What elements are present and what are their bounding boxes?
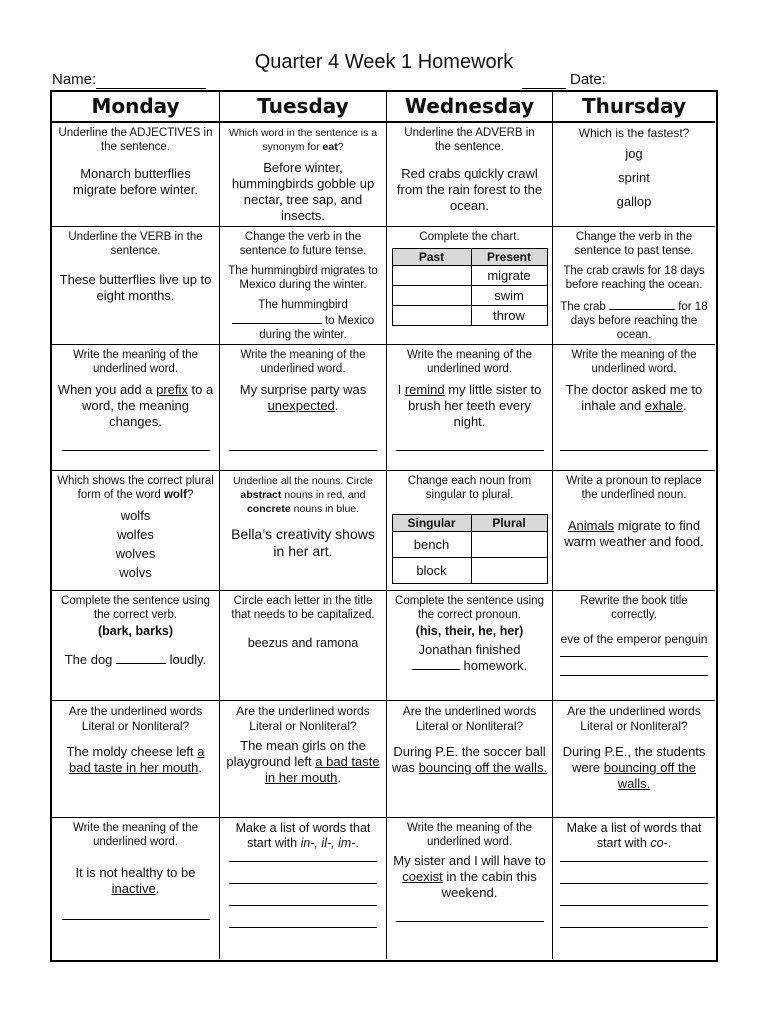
sentence-text: My sister and I will have to [393,853,546,868]
instruction: Which is the fastest? [578,126,690,140]
task-mon-5 [52,591,220,701]
answer-line[interactable] [396,921,544,922]
chart-header: Past [392,249,471,266]
instruction: Change the verb in the sentence to future tense. [239,231,367,257]
instruction: Write the meaning of the underlined word. [72,349,199,375]
sentence [391,744,548,776]
verb-chart [392,248,548,326]
book-title: eve of the emperor penguin [560,632,708,646]
sentence [56,382,215,430]
answer-blank[interactable] [412,658,460,670]
instruction: Write the meaning of the underlined word. [240,349,366,375]
instruction [224,126,382,154]
answer-cell[interactable] [392,306,471,326]
task-wed-3 [387,345,553,471]
task-tue-1 [220,123,387,227]
chart-word: swim [471,286,547,306]
underlined-word: exhale [644,398,684,413]
sentence [56,652,215,668]
answer-blank[interactable] [609,298,675,310]
chart-word: bench [392,532,471,558]
option: sprint [618,170,650,185]
sentence [224,382,382,414]
sentence [557,382,711,414]
underlined-word: prefix [156,382,188,397]
sentence [557,744,711,792]
instruction: Change the verb in the sentence to past tense. [574,231,694,257]
answer-line[interactable] [396,450,544,451]
answer-line[interactable] [62,450,210,451]
plural-chart [392,514,548,584]
sentence-text: When you add a [57,382,157,397]
verb-choices: (bark, barks) [97,624,174,638]
answer-line[interactable] [229,861,377,862]
name-label: Name: [52,71,97,88]
fill-text: The hummingbird [258,299,348,311]
task-tue-7 [220,818,387,959]
instruction: Change each noun from singular to plural. [407,475,532,501]
instruction: Write a pronoun to replace the underlined noun. [566,475,702,501]
instruction: Complete the chart. [419,231,520,243]
answer-line[interactable] [560,861,708,862]
instruction: Circle each letter in the title that needs to be capitalized. [231,595,375,621]
instruction: Write the meaning of the underlined word. [406,349,533,375]
sentence-text: migrate to find warm weather and food. [564,518,704,549]
instruction [224,821,382,851]
book-title: beezus and ramona [247,636,359,650]
task-tue-6 [220,701,387,818]
chart-header: Singular [392,515,471,532]
prefix-list: co- [650,836,668,850]
abstract-label: abstract [240,489,282,501]
day-header-monday: Monday [52,92,220,123]
instruction: Write the meaning of the underlined word. [571,349,697,375]
sentence: Monarch butterflies migrate before winter. [72,166,198,197]
option: jog [625,146,643,161]
task-mon-2 [52,227,220,345]
sentence [391,382,548,430]
answer-cell[interactable] [392,266,471,286]
task-thu-7 [553,818,715,959]
option: wolfes [117,527,154,542]
task-mon-3 [52,345,220,471]
sentence [557,518,711,550]
instruction: Rewrite the book title correctly. [580,595,688,621]
sentence-text: in the cabin this weekend. [441,869,537,900]
sentence-text: The moldy cheese left [66,744,198,759]
sentence-text: homework. [463,658,528,673]
instruction: Write the meaning of the underlined word. [72,822,199,848]
underlined-word: Animals [567,518,615,533]
sentence-text: . [198,760,202,775]
target-word: eat [322,141,338,153]
task-tue-4 [220,471,387,591]
answer-line[interactable] [229,927,377,928]
date-line [522,88,566,89]
instruction-text: Which word in the sentence is a synonym for [228,127,378,153]
underlined-phrase: bouncing off the walls. [418,760,548,775]
underlined-word: remind [404,382,445,397]
sentence-text: During P.E. the soccer ball was [391,744,546,775]
instruction-text: Make a list of words that start with [566,821,702,850]
sentence: The crab crawls for 18 days before reaching the ocean. [563,265,705,291]
sentence-text: . [155,881,160,896]
answer-line[interactable] [229,450,377,451]
instruction-text: ? [337,141,344,153]
task-wed-4 [387,471,553,591]
page-title: Quarter 4 Week 1 Homework [254,51,514,73]
instruction: Complete the sentence using the correct verb. [61,595,210,621]
answer-line[interactable] [560,883,708,884]
task-wed-7 [387,818,553,959]
task-thu-3 [553,345,715,471]
instruction: Underline the VERB in the sentence. [68,231,203,257]
answer-blank[interactable] [116,652,166,664]
sentence [224,738,382,786]
sentence-text: loudly. [169,652,207,667]
concrete-label: concrete [246,503,291,515]
task-thu-6 [553,701,715,818]
answer-line[interactable] [62,919,210,920]
instruction-text: Make a list of words that start with [235,821,371,850]
sentence-text: My surprise party was [239,382,367,397]
instruction-text: nouns in red, and [281,489,366,501]
task-thu-2 [553,227,715,345]
prefix-list: in-, il-, im- [300,836,356,850]
task-mon-4 [52,471,220,591]
target-word: wolf [163,489,187,501]
sentence-text: During P.E., the students were [562,744,706,775]
sentence [56,865,215,897]
answer-cell[interactable] [471,532,547,558]
instruction [56,474,215,502]
option: wolves [115,546,156,561]
underlined-phrase: bouncing off the walls. [603,760,697,791]
fill-in-sentence [557,298,711,342]
instruction: Write the meaning of the underlined word. [406,822,533,848]
instruction-text: . [667,836,672,850]
task-thu-1 [553,123,715,227]
answer-line[interactable] [229,883,377,884]
day-header-wednesday: Wednesday [387,92,553,123]
underlined-word: unexpected [267,398,335,413]
instruction: Underline the ADJECTIVES in the sentence. [58,127,213,153]
fill-text: for 18 days before reaching the ocean. [570,301,708,341]
underlined-phrase: a bad taste in her mouth [69,744,205,775]
task-mon-7 [52,818,220,959]
underlined-word: inactive [111,881,156,896]
sentence-text: It is not healthy to be [75,865,196,880]
sentence [391,642,548,674]
instruction [557,821,711,851]
answer-line[interactable] [229,905,377,906]
date-label: Date: [570,71,606,88]
task-mon-1 [52,123,220,227]
chart-header: Plural [471,515,547,532]
underlined-phrase: a bad taste in her mouth [265,754,380,785]
task-tue-3 [220,345,387,471]
chart-word: migrate [471,266,547,286]
fill-in-sentence [224,298,382,342]
instruction-text: Underline all the nouns. Circle [232,475,374,487]
homework-grid [50,90,718,962]
task-wed-6 [387,701,553,818]
task-wed-2 [387,227,553,345]
instruction-text: ? [186,489,194,501]
instruction-text: Which shows the correct plural form of the word [57,475,214,501]
task-thu-4 [553,471,715,591]
sentence-text: Jonathan finished [418,642,521,657]
task-mon-6 [52,701,220,818]
option: wolfs [120,508,151,523]
task-wed-1 [387,123,553,227]
chart-word: throw [471,306,547,326]
chart-word: block [392,558,471,584]
sentence: Bella’s creativity shows in her art. [231,526,375,559]
sentence-text: . [337,770,341,785]
day-header-thursday: Thursday [553,92,715,123]
answer-line[interactable] [560,905,708,906]
instruction [224,474,382,516]
name-line [96,88,206,89]
option: wolvs [119,565,152,580]
sentence [391,853,548,901]
sentence: The hummingbird migrates to Mexico during the winter. [228,265,378,291]
sentence: These butterflies live up to eight months. [59,272,212,303]
sentence-text: my little sister to brush her teeth every night. [408,382,542,429]
fill-text: to Mexico during the winter. [259,315,375,341]
chart-header: Present [471,249,547,266]
sentence-text: The doctor asked me to inhale and [565,382,703,413]
underlined-word: coexist [402,869,443,884]
instruction-text: nouns in blue. [290,503,360,515]
sentence-text: I [397,382,405,397]
task-tue-2 [220,227,387,345]
instruction: Are the underlined words Literal or Nonliteral? [236,704,370,733]
answer-cell[interactable] [392,286,471,306]
fill-text: The crab [560,301,606,313]
sentence-text: The dog [64,652,113,667]
task-wed-5 [387,591,553,701]
sentence-text: to a word, the meaning changes. [82,382,214,429]
sentence: Before winter, hummingbirds gobble up nectar, tree sap, and insects. [231,160,375,223]
answer-line[interactable] [560,656,708,657]
instruction: Are the underlined words Literal or Nonliteral? [402,704,537,733]
answer-cell[interactable] [471,558,547,584]
answer-blank[interactable] [232,312,322,324]
sentence-text: . [683,398,687,413]
sentence: Red crabs quickly crawl from the rain forest to the ocean. [396,166,543,213]
task-thu-5 [553,591,715,701]
instruction: Are the underlined words Literal or Nonliteral? [567,704,701,733]
answer-line[interactable] [560,450,708,451]
answer-line[interactable] [560,927,708,928]
option: gallop [616,194,652,209]
instruction-text: . [355,836,359,850]
instruction: Complete the sentence using the correct pronoun. [395,595,544,621]
task-tue-5 [220,591,387,701]
day-header-tuesday: Tuesday [220,92,387,123]
pronoun-choices: (his, their, he, her) [415,624,524,638]
instruction: Are the underlined words Literal or Nonliteral? [68,704,203,733]
sentence [56,744,215,776]
answer-line[interactable] [560,675,708,676]
instruction: Underline the ADVERB in the sentence. [404,127,535,153]
sentence-text: . [334,398,339,413]
sentence-text: The mean girls on the playground left [226,738,366,769]
